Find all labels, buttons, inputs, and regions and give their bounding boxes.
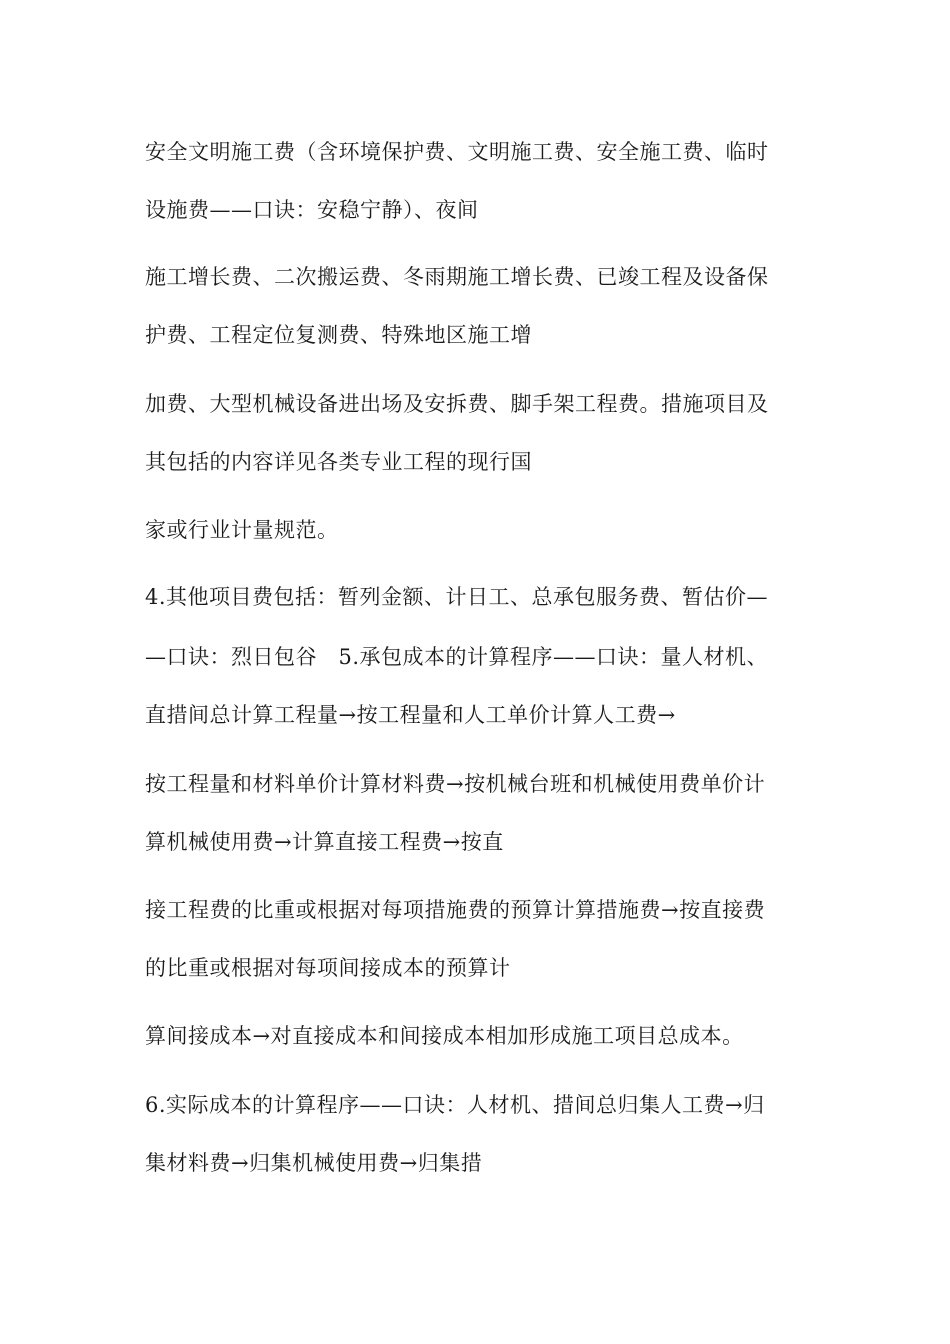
text-line: 算机械使用费→计算直接工程费→按直	[145, 830, 504, 854]
text-line: 安全文明施工费（含环境保护费、文明施工费、安全施工费、临时	[145, 140, 769, 164]
text-line: 6.实际成本的计算程序——口诀：人材机、措间总归集人工费→归	[145, 1093, 765, 1117]
text-line: 的比重或根据对每项间接成本的预算计	[145, 956, 511, 980]
text-line: 4.其他项目费包括：暂列金额、计日工、总承包服务费、暂估价—	[145, 585, 769, 609]
text-line: 接工程费的比重或根据对每项措施费的预算计算措施费→按直接费	[145, 898, 766, 922]
text-line: 直措间总计算工程量→按工程量和人工单价计算人工费→	[145, 703, 676, 727]
text-line: 家或行业计量规范。	[145, 518, 339, 542]
text-line: 施工增长费、二次搬运费、冬雨期施工增长费、已竣工程及设备保	[145, 265, 769, 289]
text-line: 算间接成本→对直接成本和间接成本相加形成施工项目总成本。	[145, 1024, 744, 1048]
text-line: 护费、工程定位复测费、特殊地区施工增	[145, 323, 532, 347]
text-line: 集材料费→归集机械使用费→归集措	[145, 1151, 483, 1175]
text-line: 加费、大型机械设备进出场及安拆费、脚手架工程费。措施项目及	[145, 392, 769, 416]
text-line: 其包括的内容详见各类专业工程的现行国	[145, 450, 532, 474]
text-line: —口诀：烈日包谷 5.承包成本的计算程序——口诀：量人材机、	[145, 645, 769, 669]
text-line: 设施费——口诀：安稳宁静）、夜间	[145, 198, 479, 222]
text-line: 按工程量和材料单价计算材料费→按机械台班和机械使用费单价计	[145, 772, 766, 796]
